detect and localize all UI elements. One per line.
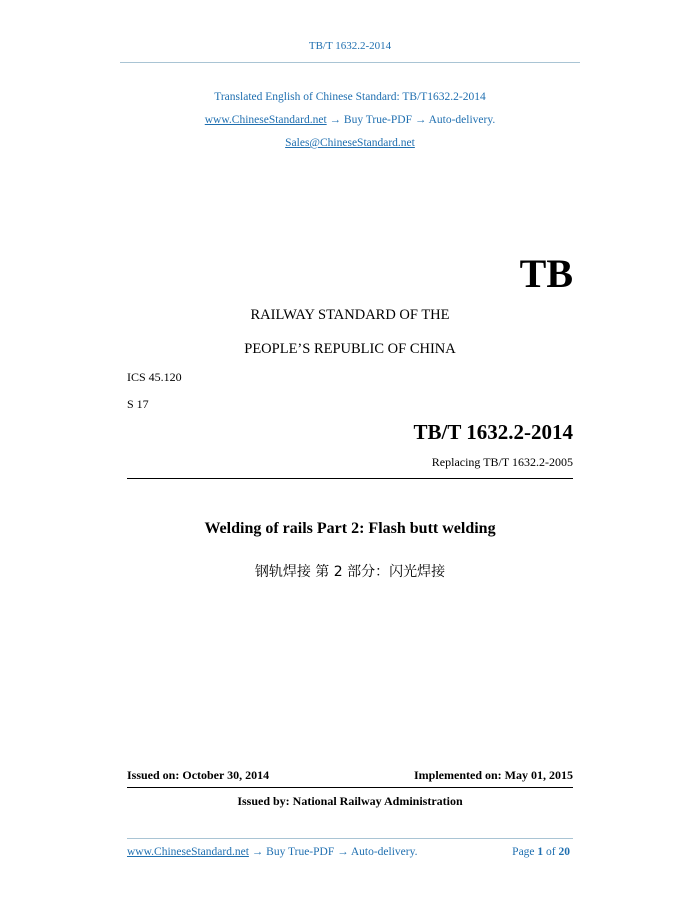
header-divider xyxy=(120,62,580,63)
translation-notice-title: Translated English of Chinese Standard: TB/T1632.2-2014 xyxy=(214,91,486,103)
translation-notice xyxy=(0,86,700,155)
sales-email-link[interactable]: Sales@ChineseStandard.net xyxy=(285,137,415,149)
footer-chinesestandard-link[interactable]: www.ChineseStandard.net xyxy=(127,846,249,858)
translation-notice-email-line xyxy=(0,132,700,155)
footer-buy-text: → Buy True-PDF → Auto-delivery. xyxy=(248,846,418,858)
ccs-code: S 17 xyxy=(127,397,149,411)
standard-number: TB/T 1632.2-2014 xyxy=(413,420,573,444)
replacing-standard: Replacing TB/T 1632.2-2005 xyxy=(431,455,573,469)
title-divider xyxy=(127,478,573,479)
page-total: 20 xyxy=(558,846,570,858)
page-number xyxy=(512,846,570,858)
footer-buy-line xyxy=(127,846,417,858)
issuer-line-2: PEOPLE’S REPUBLIC OF CHINA xyxy=(244,341,456,357)
issuer-line-1: RAILWAY STANDARD OF THE xyxy=(250,307,450,323)
page-of: of xyxy=(546,846,556,858)
issued-on-date: Issued on: October 30, 2014 xyxy=(127,768,270,782)
page-label: Page xyxy=(512,846,535,858)
issuing-authority: Issued by: National Railway Administration xyxy=(237,794,463,808)
page-header-code: TB/T 1632.2-2014 xyxy=(308,40,392,52)
dates-divider xyxy=(127,787,573,788)
page-current: 1 xyxy=(537,846,544,858)
translation-notice-buy-line xyxy=(0,109,700,132)
footer-divider xyxy=(127,838,573,839)
standard-category-mark: TB xyxy=(519,251,573,296)
document-title-english: Welding of rails Part 2: Flash butt welding xyxy=(204,520,496,537)
document-title-chinese: 钢轨焊接 第 2 部分：闪光焊接 xyxy=(254,564,446,580)
buy-truepdf-text: → Buy True-PDF → Auto-delivery. xyxy=(326,114,496,126)
chinesestandard-link[interactable]: www.ChineseStandard.net xyxy=(204,114,327,126)
implemented-on-date: Implemented on: May 01, 2015 xyxy=(414,768,573,782)
ics-code: ICS 45.120 xyxy=(127,370,182,384)
